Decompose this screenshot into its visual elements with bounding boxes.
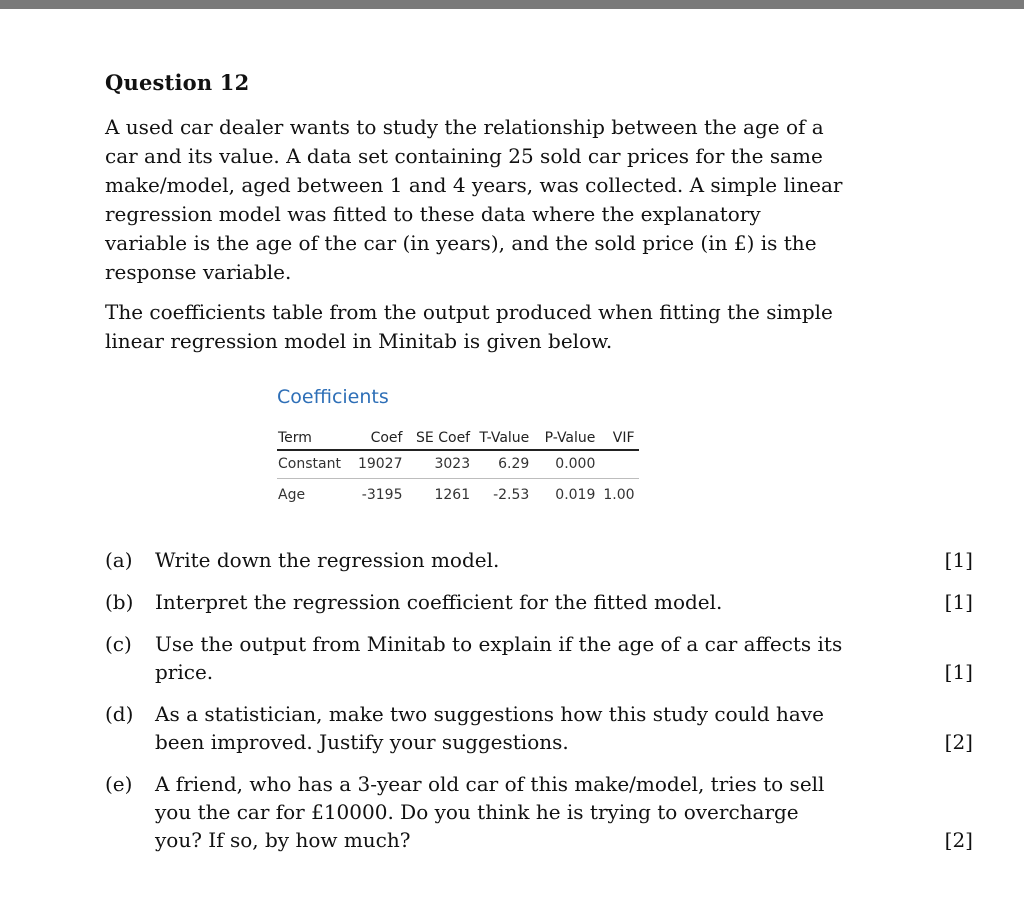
- cell-term: Constant: [277, 450, 354, 479]
- part-mark: [1]: [944, 590, 973, 614]
- intro-paragraph: A used car dealer wants to study the relationship between the age of a car and its value. A data set containing 25 sold car prices for the same make/model, aged between 1 and 4 years, was collected. A simple linear regression model was fitted to these data where the explanatory variable is the age of the car (in years), and the sold price (in £) is the response variable.: [105, 115, 843, 284]
- header-se-coef: SE Coef: [406, 428, 474, 450]
- cell-vif: [599, 450, 638, 479]
- part-mark: [2]: [944, 828, 973, 852]
- coefficients-title: Coefficients: [277, 386, 389, 408]
- part-letter: (c): [105, 632, 132, 656]
- cell-t-value: -2.53: [493, 487, 530, 503]
- part-text: Write down the regression model.: [155, 548, 500, 572]
- part-mark: [1]: [944, 548, 973, 572]
- table-header-row: [277, 428, 639, 450]
- part-text: Use the output from Minitab to explain if the age of a car affects its price.: [155, 632, 843, 684]
- cell-se-coef: 3023: [406, 450, 474, 479]
- part-letter: (a): [105, 548, 133, 572]
- header-p-value: P-Value: [533, 428, 599, 450]
- cell-p-value: 0.019: [555, 487, 596, 503]
- question-part-b: [105, 588, 975, 616]
- part-text: A friend, who has a 3-year old car of this make/model, tries to sell you the car for £10000. Do you think he is trying to overcharge you? If so, by how much?: [155, 772, 825, 852]
- coefficients-output: [277, 386, 639, 507]
- question-body: [105, 70, 975, 356]
- part-letter: (e): [105, 772, 133, 796]
- part-letter: (b): [105, 590, 134, 614]
- question-parts: [105, 546, 975, 868]
- cell-se-coef: 1261: [434, 487, 471, 503]
- question-part-d: [105, 700, 975, 756]
- cell-coef: -3195: [361, 487, 403, 503]
- cell-t-value: 6.29: [474, 450, 533, 479]
- cell-coef: 19027: [354, 450, 407, 479]
- part-text: As a statistician, make two suggestions how this study could have been improved. Justify your suggestions.: [155, 702, 824, 754]
- header-vif: VIF: [599, 428, 638, 450]
- header-t-value: T-Value: [474, 428, 533, 450]
- part-mark: [2]: [944, 730, 973, 754]
- part-letter: (d): [105, 702, 134, 726]
- question-title: Question 12: [105, 70, 250, 95]
- question-part-a: [105, 546, 975, 574]
- table-row: [277, 479, 639, 508]
- part-mark: [1]: [944, 660, 973, 684]
- cell-term: Age: [278, 487, 306, 503]
- top-bar: [0, 0, 1024, 9]
- table-intro-paragraph: The coefficients table from the output produced when fitting the simple linear regression model in Minitab is given below.: [105, 300, 833, 353]
- cell-p-value: 0.000: [533, 450, 599, 479]
- cell-vif: 1.00: [603, 487, 635, 503]
- question-part-c: [105, 630, 975, 686]
- header-coef: Coef: [354, 428, 407, 450]
- header-term: Term: [277, 428, 354, 450]
- coefficients-table: [277, 428, 639, 507]
- question-part-e: [105, 770, 975, 854]
- part-text: Interpret the regression coefficient for the fitted model.: [155, 590, 723, 614]
- table-row: [277, 450, 639, 479]
